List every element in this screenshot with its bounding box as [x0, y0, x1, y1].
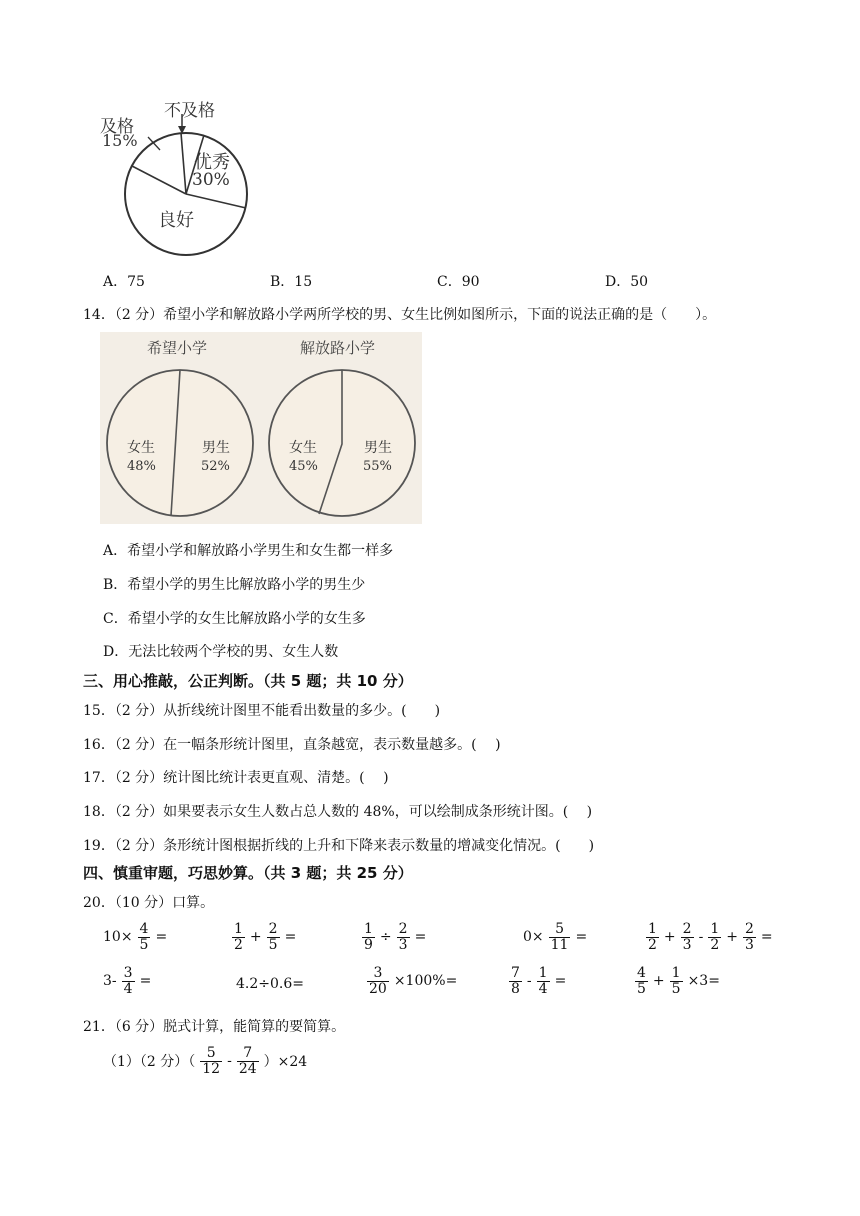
q21-1-d2: 24: [238, 1060, 257, 1077]
q13-label-pass-pct: 15%: [102, 131, 138, 150]
expr9-n1: 7: [511, 965, 520, 981]
q21-1-d1: 12: [202, 1060, 221, 1077]
expr9-n2: 1: [538, 965, 548, 981]
q21-stem: 21．（6 分）脱式计算，能简算的要简算。: [83, 1019, 346, 1035]
expr1-num: 4: [139, 921, 149, 937]
expr2-d1: 2: [234, 936, 243, 953]
expr8-den: 20: [369, 980, 387, 997]
expr9-frac2: [537, 966, 550, 996]
expr4-prefix: 0×: [523, 929, 544, 946]
mental-expr-1: [103, 922, 167, 952]
expr5-d1: 2: [648, 936, 657, 953]
q13-label-good: 良好: [158, 210, 194, 231]
expr5-op1: +: [663, 929, 676, 946]
q21-1-prefix: （1）（2 分）（: [103, 1054, 196, 1071]
expr8-num: 3: [373, 965, 383, 981]
expr7-text: 4.2÷0.6=: [236, 976, 304, 992]
expr5-n2: 2: [682, 921, 692, 937]
q14-chart1-boys-pct: 52%: [201, 459, 230, 474]
expr9-op: -: [526, 973, 532, 990]
mental-expr-4: [523, 922, 587, 952]
q14-chart1-girls-pct: 48%: [127, 459, 156, 474]
expr9-eq: =: [554, 973, 567, 990]
q13-pie-chart: [98, 92, 258, 262]
expr10-op: +: [652, 973, 665, 990]
section4-title: 四、慎重审题，巧思妙算。（共 3 题；共 25 分）: [83, 864, 413, 882]
mental-expr-7: [236, 976, 304, 992]
expr5-d4: 3: [744, 936, 754, 953]
expr1-prefix: 10×: [103, 929, 133, 946]
expr8-rest: ×100%=: [393, 973, 458, 990]
expr2-eq: =: [284, 929, 297, 946]
expr3-n1: 1: [364, 921, 373, 937]
expr10-d1: 5: [637, 980, 646, 997]
expr2-frac2: [267, 922, 280, 952]
expr2-frac1: [232, 922, 245, 952]
q21-1-op: -: [227, 1053, 232, 1070]
expr2-n2: 2: [268, 921, 278, 937]
q14-chart2-boys: 男生: [364, 440, 392, 456]
expr10-d2: 5: [671, 980, 681, 997]
q13-label-excellent: 优秀: [194, 152, 230, 173]
expr3-frac1: [362, 922, 375, 952]
expr5-frac2: [681, 922, 694, 952]
mental-expr-8: [365, 966, 457, 996]
expr5-n1: 1: [648, 921, 657, 937]
expr6-prefix: 3-: [103, 973, 117, 990]
q21-1-n1: 5: [206, 1045, 216, 1061]
q14-chart2-girls: 女生: [289, 440, 317, 456]
q14-option-c: C．希望小学的女生比解放路小学的女生多: [103, 611, 366, 627]
mental-expr-9: [507, 966, 566, 996]
q13-label-fail: 不及格: [164, 101, 215, 121]
expr6-eq: =: [139, 973, 152, 990]
expr5-d2: 3: [682, 936, 692, 953]
q14-chart1-girls: 女生: [127, 440, 155, 456]
mental-expr-2: [230, 922, 296, 952]
q21-1-suffix: ）×24: [263, 1054, 308, 1071]
q16: 16．（2 分）在一幅条形统计图里，直条越宽，表示数量越多。( ): [83, 737, 501, 753]
mental-expr-5: [644, 922, 773, 952]
expr10-n1: 4: [637, 965, 646, 981]
expr9-frac1: [509, 966, 522, 996]
q13-option-d: D．50: [605, 274, 649, 290]
mental-expr-3: [360, 922, 426, 952]
expr3-d1: 9: [364, 936, 373, 953]
expr5-eq: =: [760, 929, 773, 946]
expr5-d3: 2: [710, 936, 720, 953]
expr5-n3: 1: [710, 921, 720, 937]
expr4-num: 5: [555, 921, 565, 937]
expr3-n2: 2: [398, 921, 408, 937]
q17: 17．（2 分）统计图比统计表更直观、清楚。( ): [83, 770, 389, 786]
expr3-op: ÷: [379, 929, 392, 946]
expr4-fraction: [549, 922, 571, 952]
expr6-den: 4: [123, 980, 133, 997]
q21-1-frac1: [200, 1046, 222, 1076]
expr10-frac1: [635, 966, 648, 996]
expr3-d2: 3: [398, 936, 408, 953]
expr5-op2: -: [698, 929, 704, 946]
q21-1-expr: [103, 1046, 307, 1076]
expr1-eq: =: [155, 929, 168, 946]
mental-expr-6: [103, 966, 151, 996]
q14-pies-svg: [100, 332, 422, 524]
q14-chart2-boys-pct: 55%: [363, 459, 392, 474]
expr3-frac2: [397, 922, 410, 952]
q14-chart1-boys: 男生: [202, 440, 230, 456]
q19: 19．（2 分）条形统计图根据折线的上升和下降来表示数量的增减变化情况。( ): [83, 838, 595, 854]
expr4-eq: =: [575, 929, 588, 946]
q20-stem: 20．（10 分）口算。: [83, 895, 215, 911]
expr2-n1: 1: [234, 921, 243, 937]
expr10-frac2: [670, 966, 683, 996]
expr6-fraction: [122, 966, 135, 996]
expr5-frac1: [646, 922, 659, 952]
expr6-num: 3: [123, 965, 133, 981]
q21-1-frac2: [237, 1046, 259, 1076]
q14-chart-panel: [100, 332, 422, 524]
q13-label-pass: 及格: [100, 117, 134, 137]
q14-stem: 14．（2 分）希望小学和解放路小学两所学校的男、女生比例如图所示，下面的说法正确的是（ ）。: [83, 307, 717, 323]
expr1-den: 5: [139, 936, 149, 953]
q13-option-b: B．15: [270, 274, 313, 290]
expr10-rest: ×3=: [687, 973, 720, 990]
q15: 15．（2 分）从折线统计图里不能看出数量的多少。( ): [83, 703, 441, 719]
expr9-d1: 8: [511, 980, 520, 997]
q14-chart1-title: 希望小学: [147, 339, 208, 357]
expr5-n4: 2: [744, 921, 754, 937]
expr5-op3: +: [726, 929, 738, 946]
expr10-n2: 1: [671, 965, 681, 981]
q21-1-n2: 7: [243, 1045, 253, 1061]
q13-option-a: A．75: [103, 274, 145, 290]
expr5-frac4: [743, 922, 756, 952]
q13-option-c: C．90: [437, 274, 480, 290]
expr3-eq: =: [414, 929, 427, 946]
expr4-den: 11: [550, 936, 569, 953]
q14-chart2-title: 解放路小学: [300, 339, 376, 357]
q18: 18．（2 分）如果要表示女生人数占总人数的 48%，可以绘制成条形统计图。( ): [83, 804, 593, 820]
q14-chart2-girls-pct: 45%: [289, 459, 318, 474]
expr9-d2: 4: [538, 980, 548, 997]
mental-expr-10: [633, 966, 720, 996]
q14-option-d: D．无法比较两个学校的男、女生人数: [103, 644, 339, 660]
q14-option-a: A．希望小学和解放路小学男生和女生都一样多: [103, 543, 394, 559]
q13-label-excellent-pct: 30%: [192, 170, 230, 190]
expr2-d2: 5: [268, 936, 278, 953]
expr1-fraction: [138, 922, 151, 952]
expr5-frac3: [708, 922, 721, 952]
section3-title: 三、用心推敲，公正判断。（共 5 题；共 10 分）: [83, 672, 413, 690]
q14-option-b: B．希望小学的男生比解放路小学的男生少: [103, 577, 366, 593]
expr8-fraction: [367, 966, 389, 996]
expr2-op: +: [249, 929, 262, 946]
